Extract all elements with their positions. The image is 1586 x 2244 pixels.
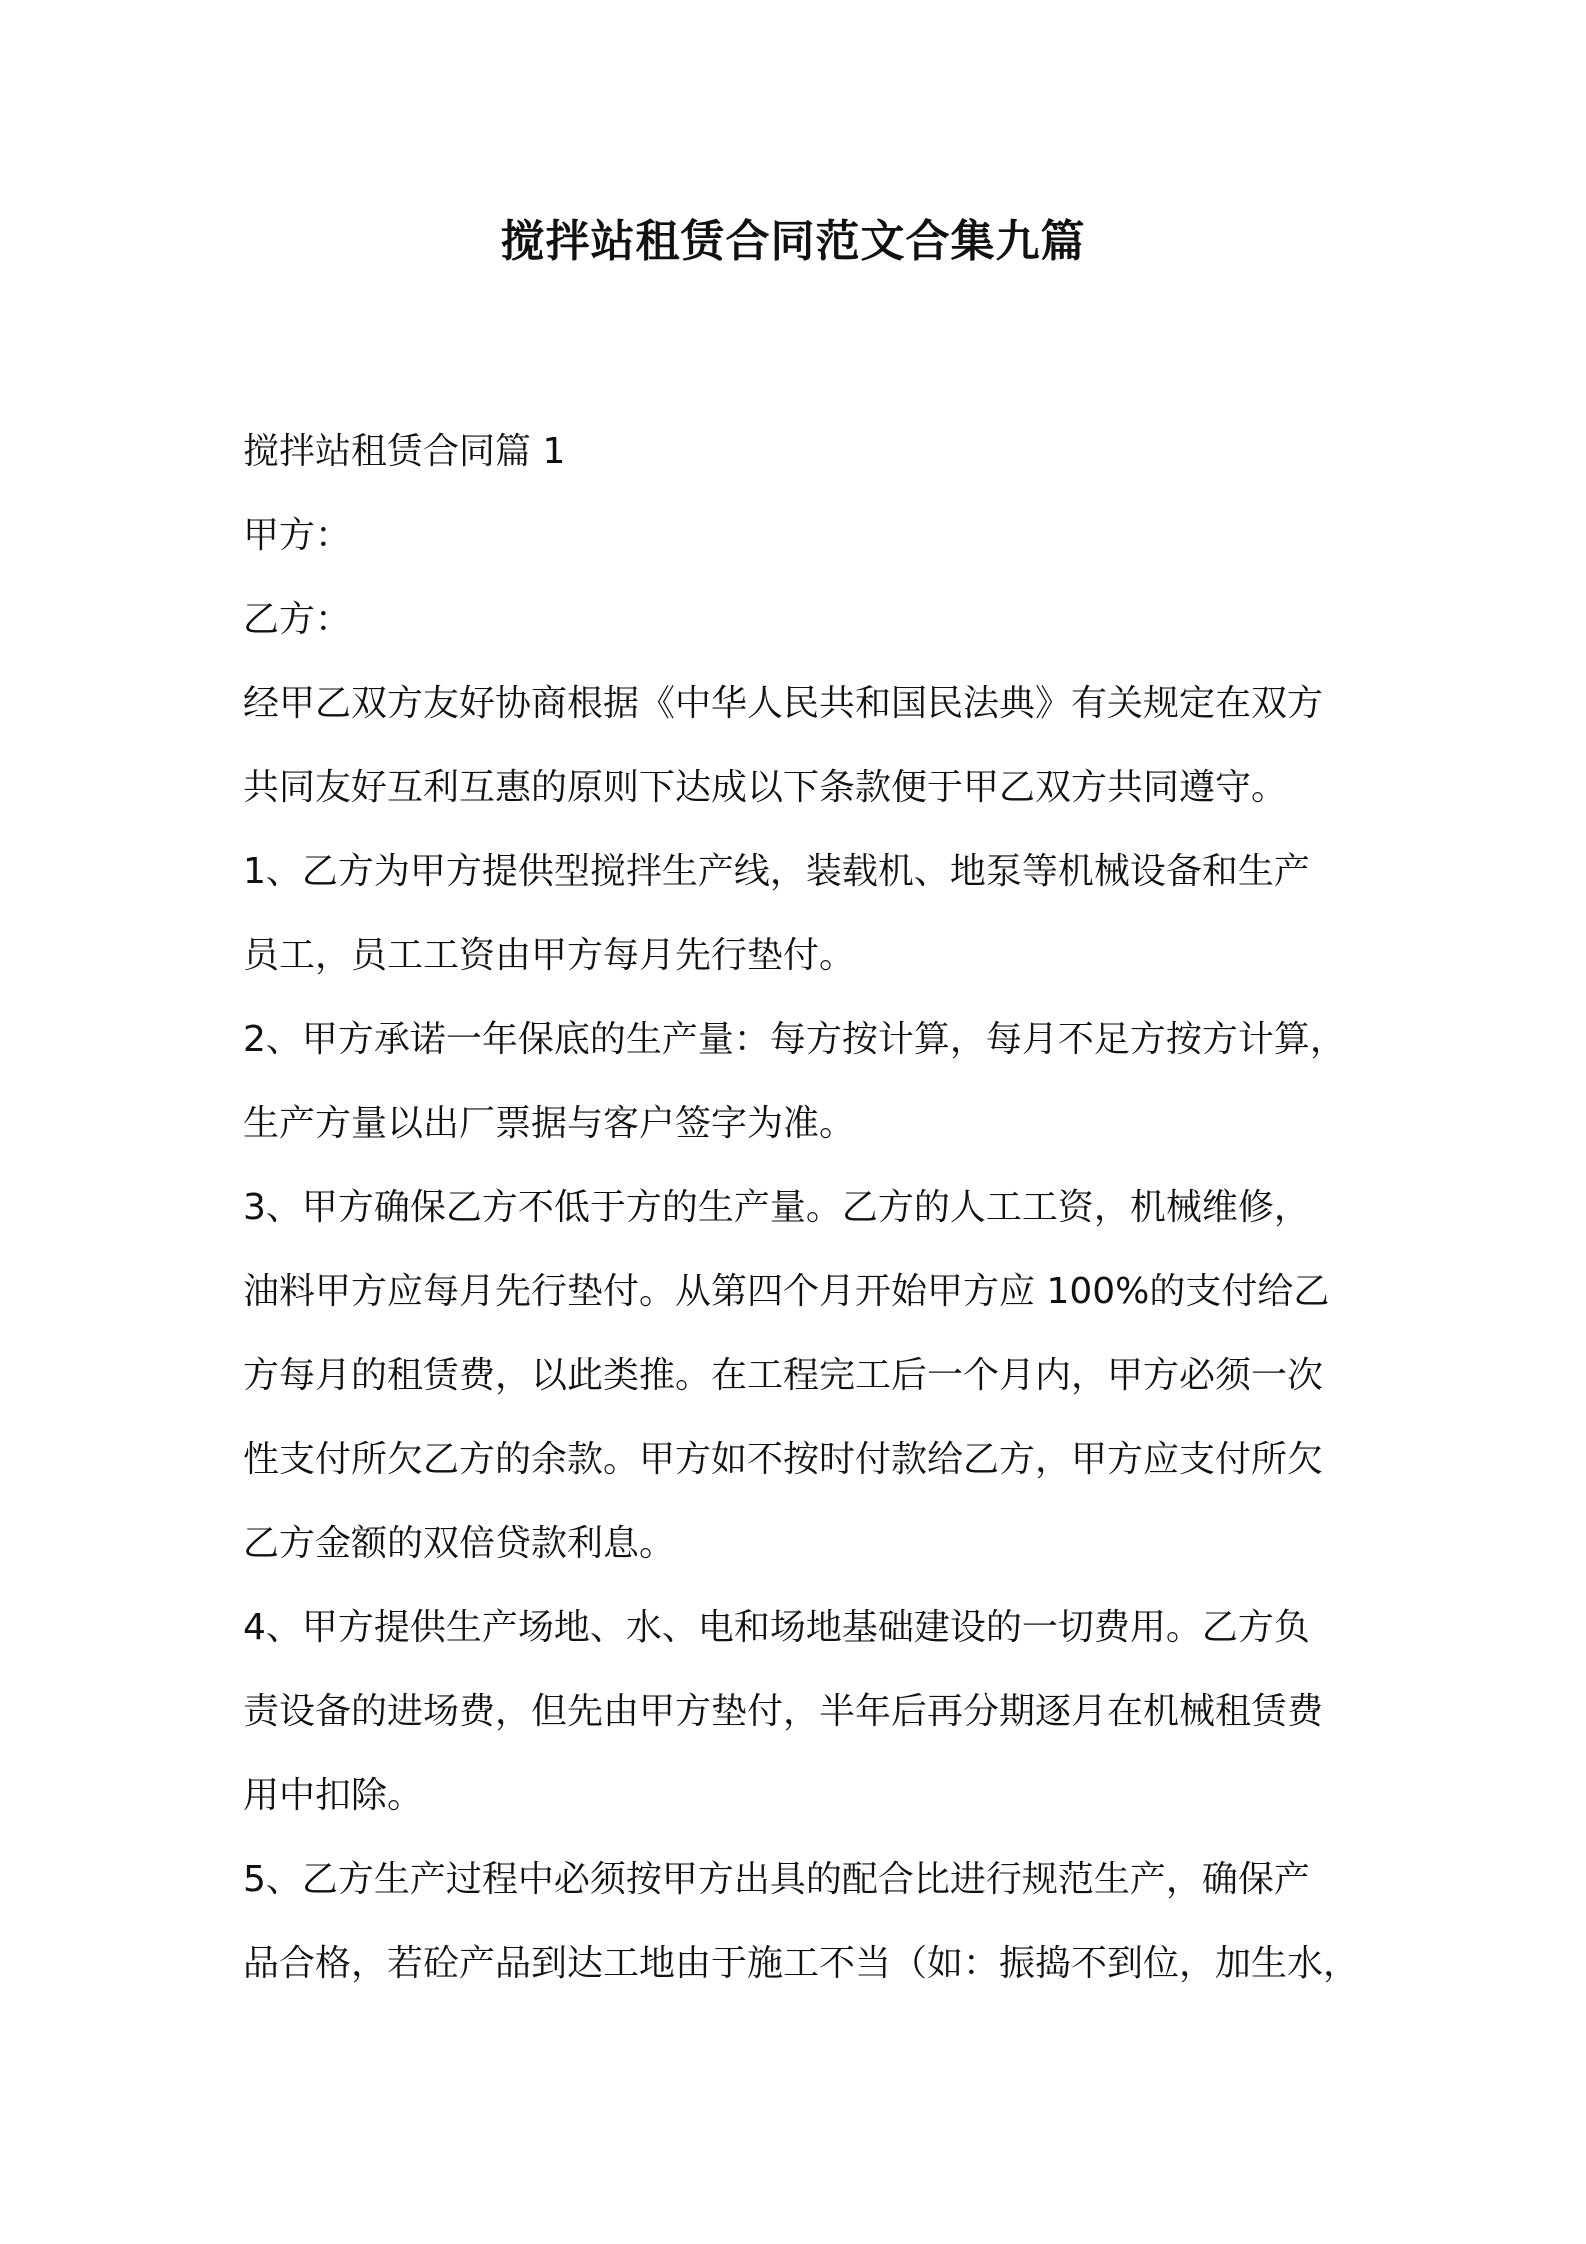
body-line: 责设备的进场费，但先由甲方垫付，半年后再分期逐月在机械租赁费 xyxy=(243,1691,1324,1732)
body-line: 生产方量以出厂票据与客户签字为准。 xyxy=(243,1103,856,1144)
party-b-label: 乙方： xyxy=(243,599,352,640)
body-line: 方每月的租赁费，以此类推。在工程完工后一个月内，甲方必须一次 xyxy=(243,1355,1324,1396)
document-body xyxy=(243,410,1373,2006)
body-line: 用中扣除。 xyxy=(243,1775,424,1816)
body-line: 3、甲方确保乙方不低于方的生产量。乙方的人工工资，机械维修， xyxy=(243,1187,1310,1228)
body-line: 5、乙方生产过程中必须按甲方出具的配合比进行规范生产，确保产 xyxy=(243,1859,1310,1900)
body-line: 2、甲方承诺一年保底的生产量：每方按计算，每月不足方按方计算， xyxy=(243,1019,1346,1060)
body-line: 品合格，若砼产品到达工地由于施工不当（如：振捣不到位，加生水， xyxy=(243,1943,1360,1984)
body-line: 乙方金额的双倍贷款利息。 xyxy=(243,1523,676,1564)
section-heading: 搅拌站租赁合同篇 1 xyxy=(243,431,566,472)
party-a-label: 甲方： xyxy=(243,515,352,556)
body-line: 经甲乙双方友好协商根据《中华人民共和国民法典》有关规定在双方 xyxy=(243,683,1324,724)
body-line: 1、乙方为甲方提供型搅拌生产线，装载机、地泵等机械设备和生产 xyxy=(243,851,1310,892)
body-line: 共同友好互利互惠的原则下达成以下条款便于甲乙双方共同遵守。 xyxy=(243,767,1288,808)
body-line: 员工，员工工资由甲方每月先行垫付。 xyxy=(243,935,856,976)
body-line: 性支付所欠乙方的余款。甲方如不按时付款给乙方，甲方应支付所欠 xyxy=(243,1439,1324,1480)
body-line: 4、甲方提供生产场地、水、电和场地基础建设的一切费用。乙方负 xyxy=(243,1607,1310,1648)
document-title: 搅拌站租赁合同范文合集九篇 xyxy=(500,216,1086,267)
body-line: 油料甲方应每月先行垫付。从第四个月开始甲方应 100%的支付给乙 xyxy=(243,1271,1330,1312)
